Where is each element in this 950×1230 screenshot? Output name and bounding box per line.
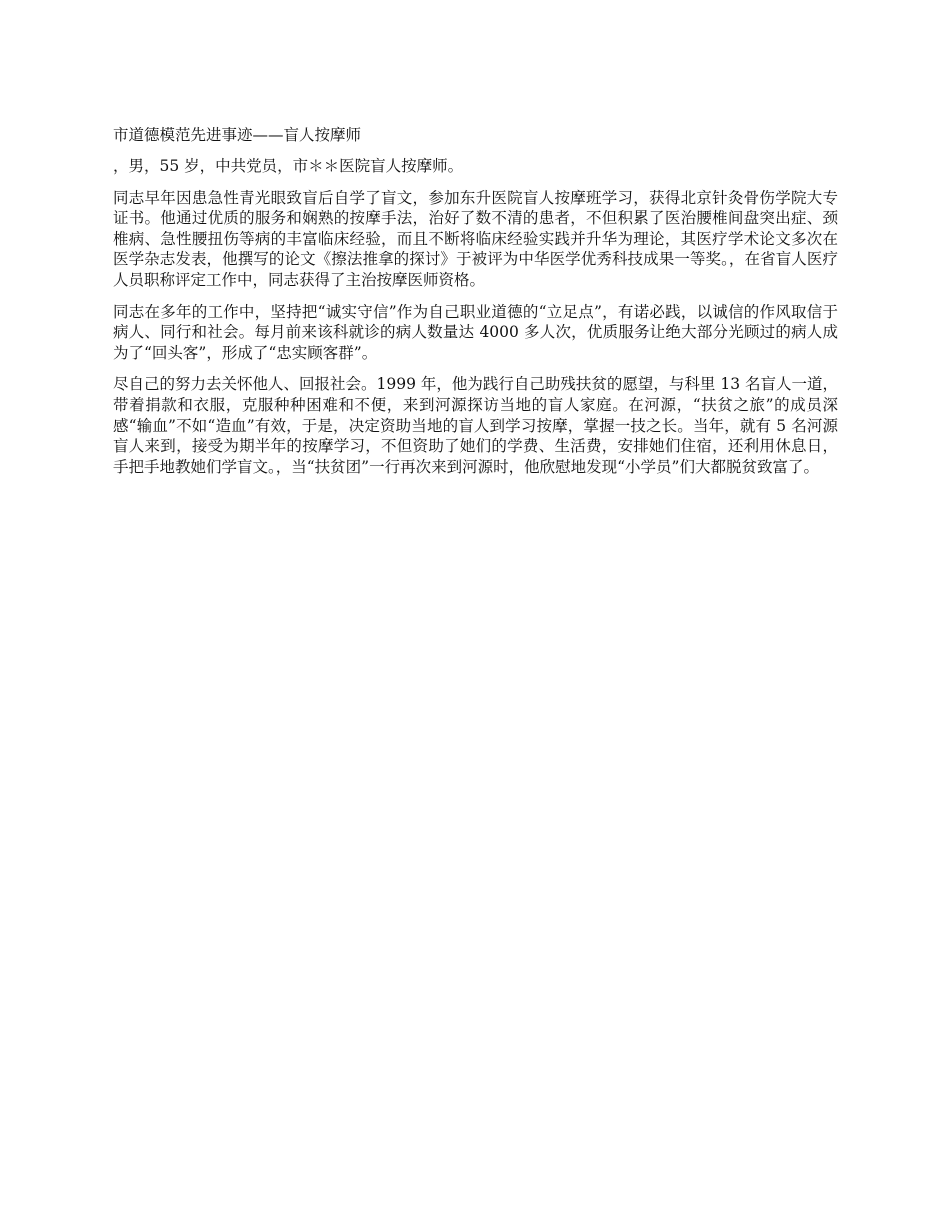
paragraph-intro: ，男，55 岁，中共党员，市＊＊医院盲人按摩师。 — [113, 157, 464, 175]
paragraph-career: 同志早年因患急性青光眼致盲后自学了盲文，参加东升医院盲人按摩班学习，获得北京针灸骨伤学院大专证书。他通过优质的服务和娴熟的按摩手法，治好了数不清的患者，不但积累了医治腰椎间盘突出症、颈椎病、急性腰扭伤等病的丰富临床经验，而且不断将临床经验实践并升华为理论，其医疗学术论文多次在医学杂志发表，他撰写的论文《擦法推拿的探讨》于被评为中华医学优秀科技成果一等奖。，在省盲人医疗人员职称评定工作中，同志获得了主治按摩医师资格。 — [113, 188, 838, 289]
document-title: 市道德模范先进事迹——盲人按摩师 — [113, 126, 362, 144]
paragraph-integrity: 同志在多年的工作中，坚持把“诚实守信”作为自己职业道德的“立足点”，有诺必践，以诚信的作风取信于病人、同行和社会。每月前来该科就诊的病人数量达 4000 多人次，优质服务让绝大部分光顾过的病人成为了“回头客”，形成了“忠实顾客群”。 — [113, 302, 838, 362]
document-page — [113, 124, 838, 488]
paragraph-charity: 尽自己的努力去关怀他人、回报社会。1999 年，他为践行自己助残扶贫的愿望，与科里 13 名盲人一道，带着捐款和衣服，克服种种困难和不便，来到河源探访当地的盲人家庭。在河源，“扶贫之旅”的成员深感“输血”不如“造血”有效，于是，决定资助当地的盲人到学习按摩，掌握一技之长。当年，就有 5 名河源盲人来到，接受为期半年的按摩学习，不但资助了她们的学费、生活费，安排她们住宿，还利用休息日，手把手地教她们学盲文。，当“扶贫团”一行再次来到河源时，他欣慰地发现“小学员”们大都脱贫致富了。 — [113, 375, 838, 476]
